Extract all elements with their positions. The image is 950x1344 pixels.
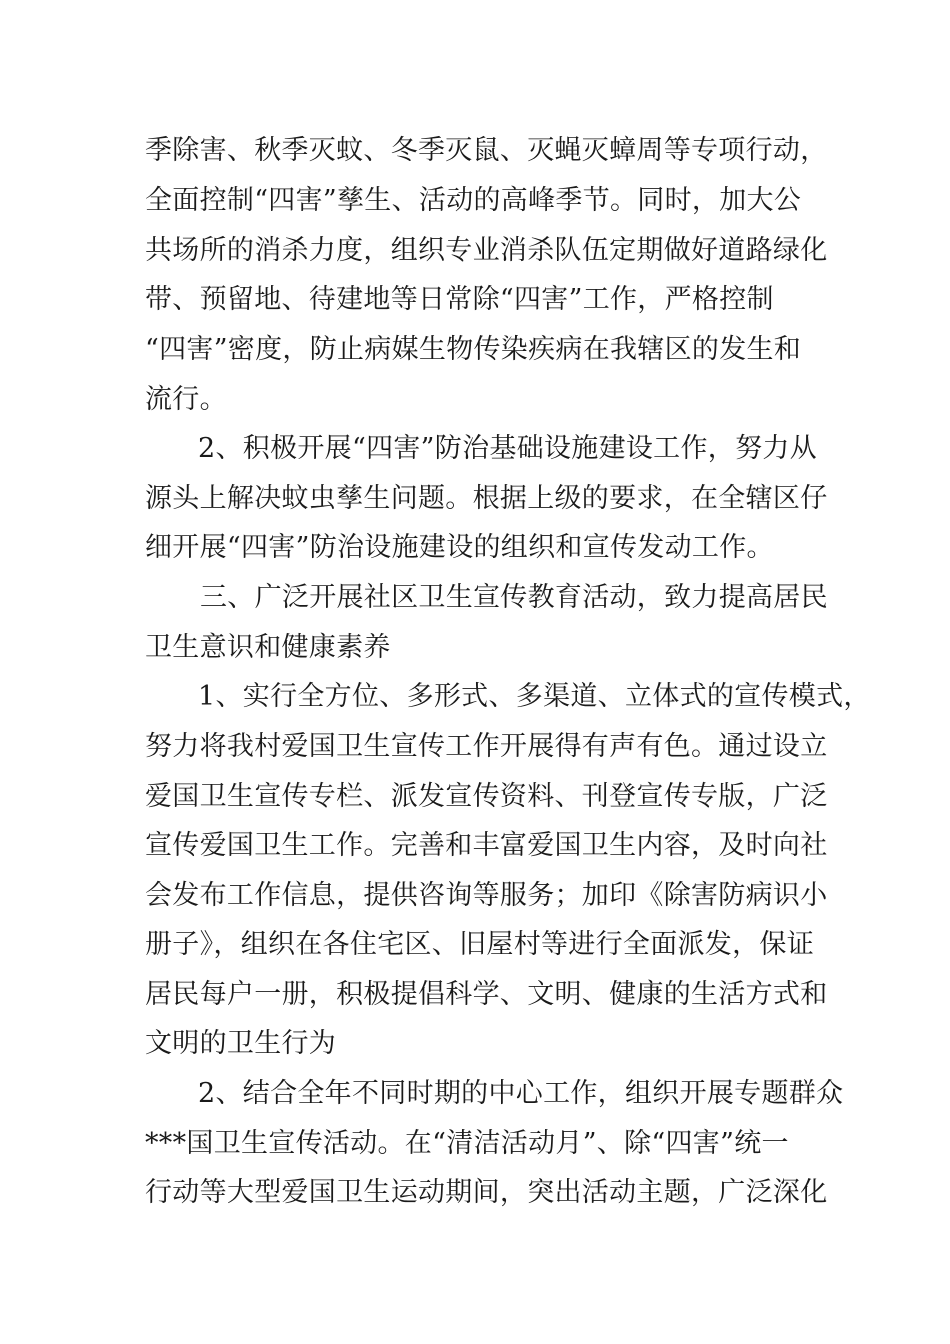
text-line: 爱国卫生宣传专栏、派发宣传资料、刊登宣传专版，广泛 — [145, 781, 828, 812]
text-line: ***国卫生宣传活动。在“清洁活动月”、除“四害”统一 — [145, 1128, 789, 1159]
paragraph-first-line: 2、结合全年不同时期的中心工作，组织开展专题群众 — [198, 1078, 844, 1109]
paragraph-first-line: 2、积极开展“四害”防治基础设施建设工作，努力从 — [198, 433, 817, 464]
text-line: 行动等大型爱国卫生运动期间，突出活动主题，广泛深化 — [145, 1177, 828, 1208]
text-line: 源头上解决蚊虫孳生问题。根据上级的要求，在全辖区仔 — [145, 483, 828, 514]
text-line: 文明的卫生行为 — [145, 1028, 337, 1059]
text-line: 全面控制“四害”孳生、活动的高峰季节。同时，加大公 — [145, 185, 802, 216]
text-line: 流行。 — [145, 384, 227, 415]
text-line: 会发布工作信息，提供咨询等服务；加印《除害防病识小 — [145, 880, 828, 911]
text-line: 居民每户一册，积极提倡科学、文明、健康的生活方式和 — [145, 979, 828, 1010]
text-line: 细开展“四害”防治设施建设的组织和宣传发动工作。 — [145, 532, 774, 563]
text-line: 带、预留地、待建地等日常除“四害”工作，严格控制 — [145, 284, 774, 315]
text-line: 册子》，组织在各住宅区、旧屋村等进行全面派发，保证 — [145, 929, 814, 960]
section-heading: 三、广泛开展社区卫生宣传教育活动，致力提高居民 — [200, 582, 828, 613]
text-line: 季除害、秋季灭蚊、冬季灭鼠、灭蝇灭蟑周等专项行动， — [145, 135, 828, 166]
text-line: 努力将我村爱国卫生宣传工作开展得有声有色。通过设立 — [145, 731, 828, 762]
text-line: 宣传爱国卫生工作。完善和丰富爱国卫生内容，及时向社 — [145, 830, 828, 861]
paragraph-first-line: 1、实行全方位、多形式、多渠道、立体式的宣传模式， — [198, 681, 871, 712]
text-line: 共场所的消杀力度，组织专业消杀队伍定期做好道路绿化 — [145, 235, 828, 266]
section-heading-continued: 卫生意识和健康素养 — [145, 632, 391, 663]
text-line: “四害”密度，防止病媒生物传染疾病在我辖区的发生和 — [145, 334, 802, 365]
